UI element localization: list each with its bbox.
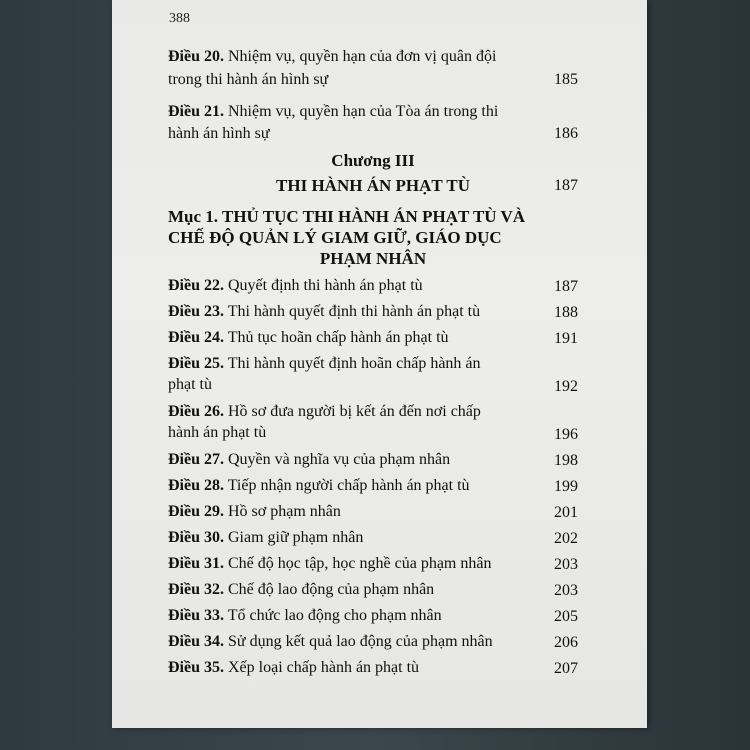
book-page: [112, 0, 647, 728]
entry-text: Chế độ học tập, học nghề của phạm nhân: [224, 555, 492, 572]
entry-page: 188: [554, 304, 578, 321]
toc-entry: [168, 527, 578, 549]
entry-text-cont: hành án phạt tù: [168, 424, 267, 441]
toc-entry: [168, 501, 578, 523]
entry-text: Nhiệm vụ, quyền hạn của đơn vị quân đội: [224, 48, 497, 65]
toc-entry: [168, 475, 578, 497]
entry-text: Quyền và nghĩa vụ của phạm nhân: [224, 451, 451, 468]
section-line2: CHẾ ĐỘ QUẢN LÝ GIAM GIỮ, GIÁO DỤC: [168, 228, 502, 247]
entry-text: Xếp loại chấp hành án phạt tù: [224, 659, 420, 676]
entry-page: 187: [554, 278, 578, 295]
toc-entry: [168, 101, 578, 147]
entry-text: Thi hành quyết định hoãn chấp hành án: [224, 355, 481, 372]
entry-page: 207: [554, 660, 578, 677]
entry-label: Điều 31.: [168, 555, 224, 572]
entry-page: 187: [554, 177, 578, 194]
toc-entry: [168, 353, 578, 397]
toc-entry: [168, 553, 578, 575]
table-of-contents: [168, 46, 578, 679]
entry-text: Tổ chức lao động cho phạm nhân: [224, 607, 442, 624]
entry-label: Điều 27.: [168, 451, 224, 468]
entry-label: Điều 29.: [168, 503, 224, 520]
chapter-heading: [168, 175, 578, 201]
chapter-heading-text: THI HÀNH ÁN PHẠT TÙ: [276, 176, 470, 195]
entry-label: Điều 20.: [168, 48, 224, 65]
entry-label: Điều 28.: [168, 477, 224, 494]
entry-page: 198: [554, 452, 578, 469]
entry-label: Điều 34.: [168, 633, 224, 650]
toc-entry: [168, 301, 578, 323]
entry-text: Sử dụng kết quả lao động của phạm nhân: [224, 633, 493, 650]
entry-text-cont: hành án hình sự: [168, 125, 270, 142]
entry-page: 196: [554, 426, 578, 443]
entry-page: 185: [554, 71, 578, 88]
entry-label: Điều 24.: [168, 329, 224, 346]
entry-text: Tiếp nhận người chấp hành án phạt tù: [224, 477, 470, 494]
toc-entry: [168, 46, 578, 90]
entry-page: 205: [554, 608, 578, 625]
toc-entry: [168, 449, 578, 471]
entry-label: Điều 23.: [168, 303, 224, 320]
entry-page: 203: [554, 556, 578, 573]
entry-label: Điều 21.: [168, 103, 224, 120]
section-line1: Mục 1. THỦ TỤC THI HÀNH ÁN PHẠT TÙ VÀ: [168, 207, 526, 226]
entry-label: Điều 35.: [168, 659, 224, 676]
entry-label: Điều 26.: [168, 403, 224, 420]
entry-page: 202: [554, 530, 578, 547]
toc-entry: [168, 605, 578, 627]
entry-page: 206: [554, 634, 578, 651]
entry-label: Điều 32.: [168, 581, 224, 598]
entry-page: 199: [554, 478, 578, 495]
entry-page: 203: [554, 582, 578, 599]
entry-page: 201: [554, 504, 578, 521]
entry-text: Quyết định thi hành án phạt tù: [224, 277, 423, 294]
entry-text-cont: phạt tù: [168, 376, 212, 393]
entry-text: Thủ tục hoãn chấp hành án phạt tù: [224, 329, 449, 346]
entry-text: Hồ sơ phạm nhân: [224, 503, 341, 520]
toc-entry: [168, 327, 578, 349]
chapter-title: Chương III: [331, 151, 415, 170]
entry-text: Giam giữ phạm nhân: [224, 529, 364, 546]
entry-text: Thi hành quyết định thi hành án phạt tù: [224, 303, 481, 320]
entry-page: 192: [554, 378, 578, 395]
toc-entry: [168, 275, 578, 297]
section-heading: [168, 206, 578, 269]
entry-page: 191: [554, 330, 578, 347]
entry-text: Nhiệm vụ, quyền hạn của Tòa án trong thi: [224, 103, 499, 120]
entry-page: 186: [554, 125, 578, 142]
entry-text: Hồ sơ đưa người bị kết án đến nơi chấp: [224, 403, 481, 420]
toc-entry: [168, 579, 578, 601]
entry-label: Điều 22.: [168, 277, 224, 294]
toc-list: [168, 275, 578, 679]
entry-text-cont: trong thi hành án hình sự: [168, 71, 329, 88]
toc-entry: [168, 401, 578, 445]
toc-entry: [168, 657, 578, 679]
section-line3: PHẠM NHÂN: [319, 249, 427, 268]
entry-label: Điều 30.: [168, 529, 224, 546]
toc-entry: [168, 631, 578, 653]
entry-label: Điều 33.: [168, 607, 224, 624]
entry-label: Điều 25.: [168, 355, 224, 372]
page-number: 388: [169, 11, 190, 26]
entry-text: Chế độ lao động của phạm nhân: [224, 581, 435, 598]
